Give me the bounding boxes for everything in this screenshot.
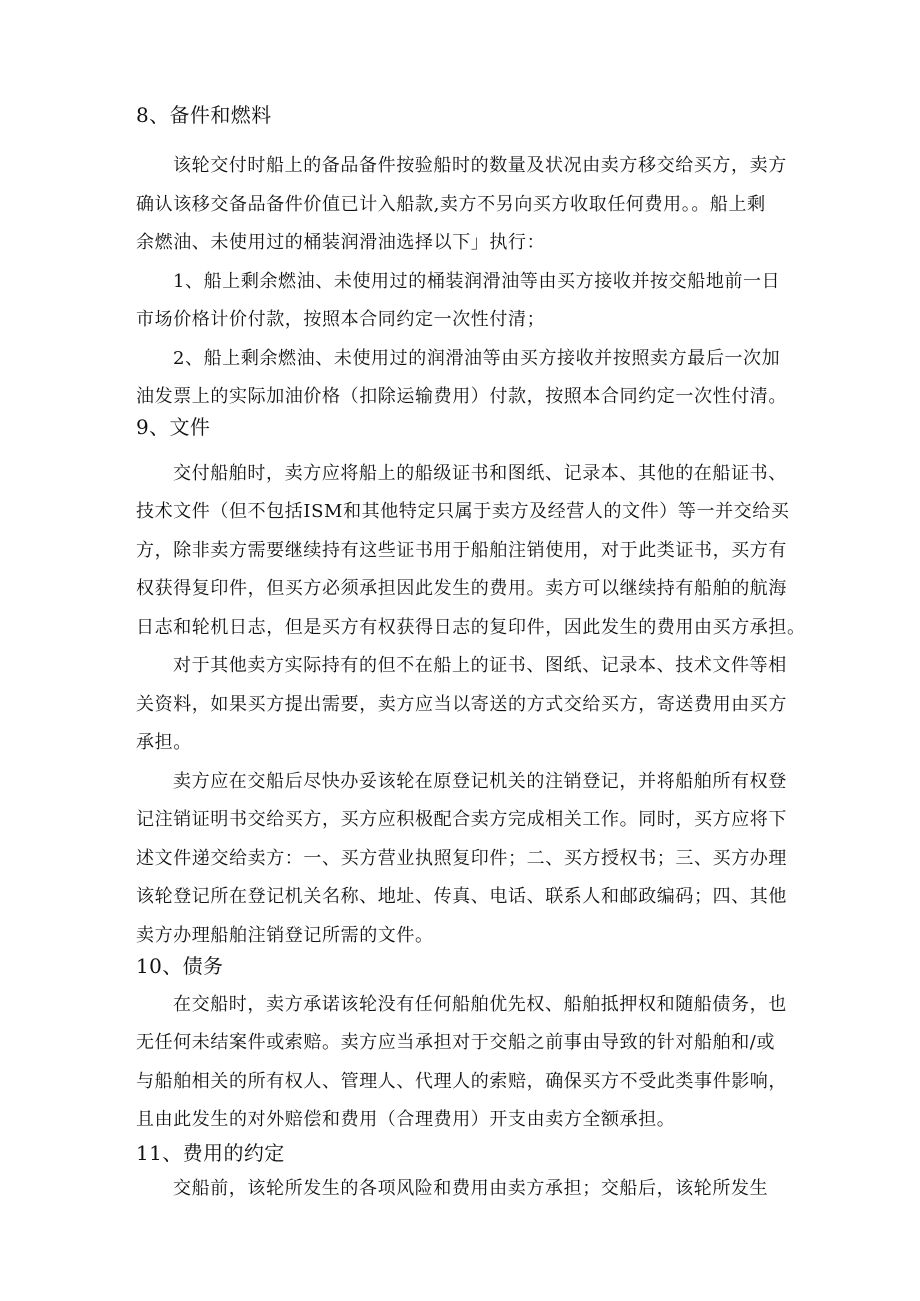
text-line: 确认该移交备品备件价值已计入船款,卖方不另向买方收取任何费用。。船上剩 [136,194,766,215]
text-line: 该轮交付时船上的备品备件按验船时的数量及状况由卖方移交给买方，卖方 [173,155,787,176]
text-line: 与船舶相关的所有权人、管理人、代理人的索赔，确保买方不受此类事件影响， [136,1071,787,1092]
text-line: 油发票上的实际加油价格（扣除运输费用）付款，按照本合同约定一次性付清。 [136,386,787,407]
text-line: 对于其他卖方实际持有的但不在船上的证书、图纸、记录本、技术文件等相 [173,655,787,676]
text-line: 述文件递交给卖方：一、买方营业执照复印件；二、买方授权书；三、买方办理 [136,848,787,869]
text-line: 市场价格计价付款，按照本合同约定一次性付清； [136,309,546,330]
text-line: 且由此发生的对外赔偿和费用（合理费用）开支由卖方全额承担。 [136,1109,676,1130]
text-line: 卖方办理船舶注销登记所需的文件。 [136,925,434,946]
text-line: 2、船上剩余燃油、未使用过的润滑油等由买方接收并按照卖方最后一次加 [173,348,781,369]
section-heading-9: 9、文件 [136,415,211,439]
text-line: 方，除非卖方需要继续持有这些证书用于船舶注销使用，对于此类证书，买方有 [136,540,787,561]
section-heading-8: 8、备件和燃料 [136,103,272,127]
text-line: 权获得复印件，但买方必须承担因此发生的费用。卖方可以继续持有船舶的航海 [136,578,787,599]
text-line: 余燃油、未使用过的桶装润滑油选择以下」执行： [136,232,546,253]
section-heading-11: 11、费用的约定 [136,1141,285,1165]
text-line: 无任何未结案件或索赔。卖方应当承担对于交船之前事由导致的针对船舶和/或 [136,1032,776,1053]
text-line: 记注销证明书交给买方，买方应积极配合卖方完成相关工作。同时，买方应将下 [136,809,787,830]
text-line: 日志和轮机日志，但是买方有权获得日志的复印件，因此发生的费用由买方承担。 [136,617,806,638]
text-line: 在交船时，卖方承诺该轮没有任何船舶优先权、船舶抵押权和随船债务，也 [173,994,787,1015]
text-line: 该轮登记所在登记机关名称、地址、传真、电话、联系人和邮政编码；四、其他 [136,886,787,907]
text-line: 交船前，该轮所发生的各项风险和费用由卖方承担；交船后，该轮所发生 [173,1178,769,1199]
text-line: 承担。 [136,732,192,753]
text-line: 1、船上剩余燃油、未使用过的桶装润滑油等由买方接收并按交船地前一日 [173,271,781,292]
section-heading-10: 10、债务 [136,954,224,978]
text-line: 关资料，如果买方提出需要，卖方应当以寄送的方式交给买方，寄送费用由买方 [136,694,787,715]
text-line: 技术文件（但不包括ISM和其他特定只属于卖方及经营人的文件）等一并交给买 [136,501,790,522]
text-line: 交付船舶时，卖方应将船上的船级证书和图纸、记录本、其他的在船证书、 [173,463,787,484]
text-line: 卖方应在交船后尽快办妥该轮在原登记机关的注销登记，并将船舶所有权登 [173,771,787,792]
